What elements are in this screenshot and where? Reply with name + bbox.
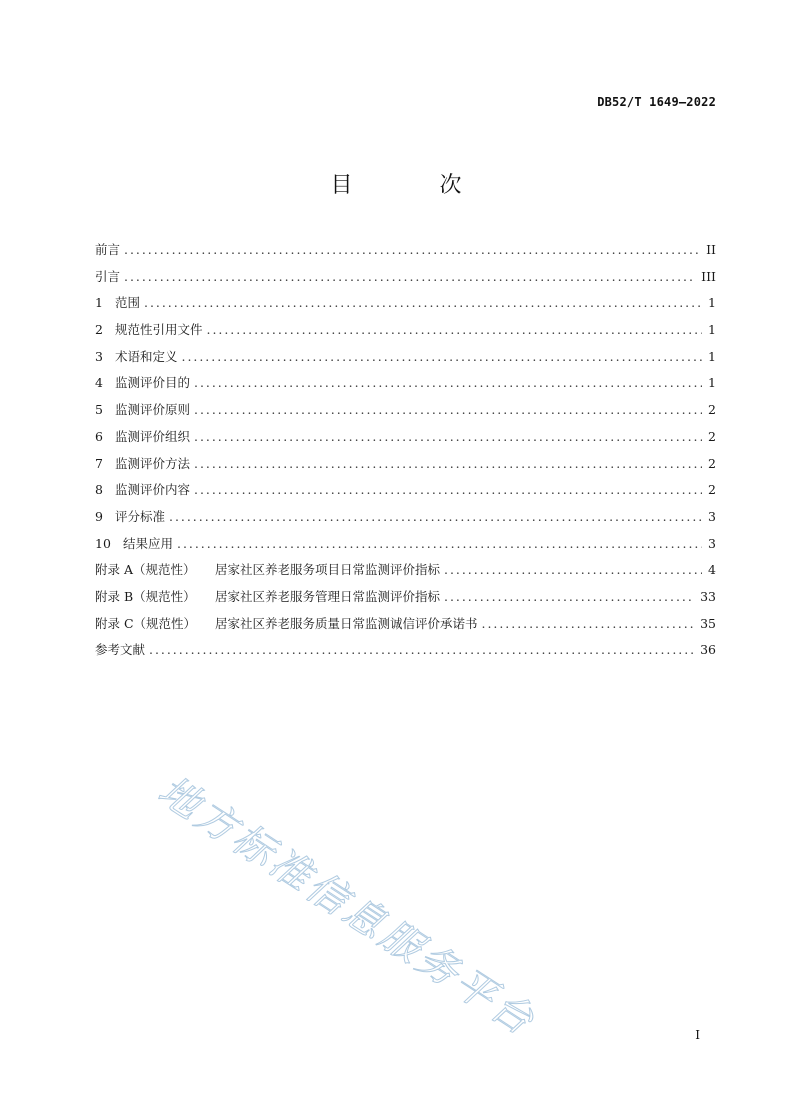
toc-leader-dots xyxy=(194,451,702,478)
toc-entry-number: 附录 A（规范性） xyxy=(95,562,196,578)
toc-entry-page: 36 xyxy=(700,642,716,658)
toc-entry-label: 监测评价原则 xyxy=(115,402,191,418)
toc-entry-number: 1 xyxy=(95,295,103,311)
document-code: DB52/T 1649—2022 xyxy=(597,95,716,109)
toc-entry-foreword[interactable] xyxy=(95,237,716,264)
toc-leader-dots xyxy=(444,584,694,611)
toc-entry-label: 居家社区养老服务质量日常监测诚信评价承诺书 xyxy=(215,615,478,631)
toc-entry-label: 参考文献 xyxy=(95,642,146,658)
toc-entry-number: 6 xyxy=(95,428,103,444)
toc-entry-page: 33 xyxy=(700,588,716,604)
toc-entry-label: 范围 xyxy=(115,295,141,311)
page-title: 目 次 xyxy=(330,173,502,198)
toc-entry-label: 术语和定义 xyxy=(115,348,178,364)
toc-entry-page: II xyxy=(706,242,716,257)
toc-entry-page: 2 xyxy=(708,482,716,498)
toc-entry-page: 3 xyxy=(708,535,716,551)
toc-entry-4[interactable] xyxy=(95,370,716,397)
toc-entry-7[interactable] xyxy=(95,451,716,478)
toc-entry-number: 3 xyxy=(95,348,103,364)
toc-entry-label: 居家社区养老服务管理日常监测评价指标 xyxy=(215,588,441,604)
toc-leader-dots xyxy=(194,397,702,424)
toc-entry-appendix-c[interactable] xyxy=(95,611,716,638)
toc-entry-number: 10 xyxy=(95,535,111,551)
toc-entry-label: 前言 xyxy=(95,242,121,257)
toc-entry-6[interactable] xyxy=(95,424,716,451)
toc-entry-page: 3 xyxy=(708,508,716,524)
toc-leader-dots xyxy=(194,370,702,397)
toc-entry-label: 规范性引用文件 xyxy=(115,322,203,338)
toc-leader-dots xyxy=(444,557,702,584)
toc-leader-dots xyxy=(194,424,702,451)
toc-leader-dots xyxy=(124,237,700,264)
toc-leader-dots xyxy=(182,344,702,371)
toc-leader-dots xyxy=(194,477,702,504)
toc-leader-dots xyxy=(177,531,702,558)
toc-entry-number: 8 xyxy=(95,482,103,498)
toc-entry-appendix-a[interactable] xyxy=(95,557,716,584)
toc-entry-number: 2 xyxy=(95,322,103,338)
toc-entry-appendix-b[interactable] xyxy=(95,584,716,611)
toc-entry-label: 评分标准 xyxy=(115,508,166,524)
table-of-contents xyxy=(95,237,716,664)
toc-entry-8[interactable] xyxy=(95,477,716,504)
toc-entry-label: 居家社区养老服务项目日常监测评价指标 xyxy=(215,562,441,578)
toc-entry-page: 1 xyxy=(708,322,716,338)
toc-entry-page: 1 xyxy=(708,375,716,391)
toc-entry-number: 7 xyxy=(95,455,103,471)
toc-entry-page: 2 xyxy=(708,455,716,471)
toc-entry-references[interactable] xyxy=(95,637,716,664)
toc-entry-page: 1 xyxy=(708,348,716,364)
toc-entry-number: 5 xyxy=(95,402,103,418)
toc-entry-1[interactable] xyxy=(95,290,716,317)
toc-entry-number: 9 xyxy=(95,508,103,524)
toc-entry-2[interactable] xyxy=(95,317,716,344)
toc-entry-3[interactable] xyxy=(95,344,716,371)
toc-leader-dots xyxy=(482,611,695,638)
toc-entry-9[interactable] xyxy=(95,504,716,531)
toc-entry-page: 2 xyxy=(708,402,716,418)
toc-leader-dots xyxy=(144,290,702,317)
toc-leader-dots xyxy=(207,317,702,344)
toc-entry-introduction[interactable] xyxy=(95,264,716,291)
watermark: 地方标准信息服务平台 xyxy=(150,767,545,1046)
toc-leader-dots xyxy=(149,637,694,664)
page-number: I xyxy=(695,1028,700,1042)
toc-leader-dots xyxy=(169,504,702,531)
toc-entry-label: 引言 xyxy=(95,268,121,284)
toc-leader-dots xyxy=(124,264,695,291)
toc-entry-label: 监测评价组织 xyxy=(115,428,191,444)
toc-entry-number: 4 xyxy=(95,375,103,391)
toc-entry-page: III xyxy=(701,268,716,284)
toc-entry-label: 监测评价方法 xyxy=(115,455,191,471)
toc-entry-label: 监测评价目的 xyxy=(115,375,191,391)
toc-entry-number: 附录 C（规范性） xyxy=(95,615,197,631)
toc-entry-page: 4 xyxy=(708,562,716,578)
toc-entry-page: 1 xyxy=(708,295,716,311)
toc-entry-page: 2 xyxy=(708,428,716,444)
toc-entry-10[interactable] xyxy=(95,531,716,558)
toc-entry-label: 监测评价内容 xyxy=(115,482,191,498)
toc-entry-label: 结果应用 xyxy=(123,535,174,551)
toc-entry-5[interactable] xyxy=(95,397,716,424)
toc-entry-number: 附录 B（规范性） xyxy=(95,588,196,604)
toc-entry-page: 35 xyxy=(700,615,716,631)
